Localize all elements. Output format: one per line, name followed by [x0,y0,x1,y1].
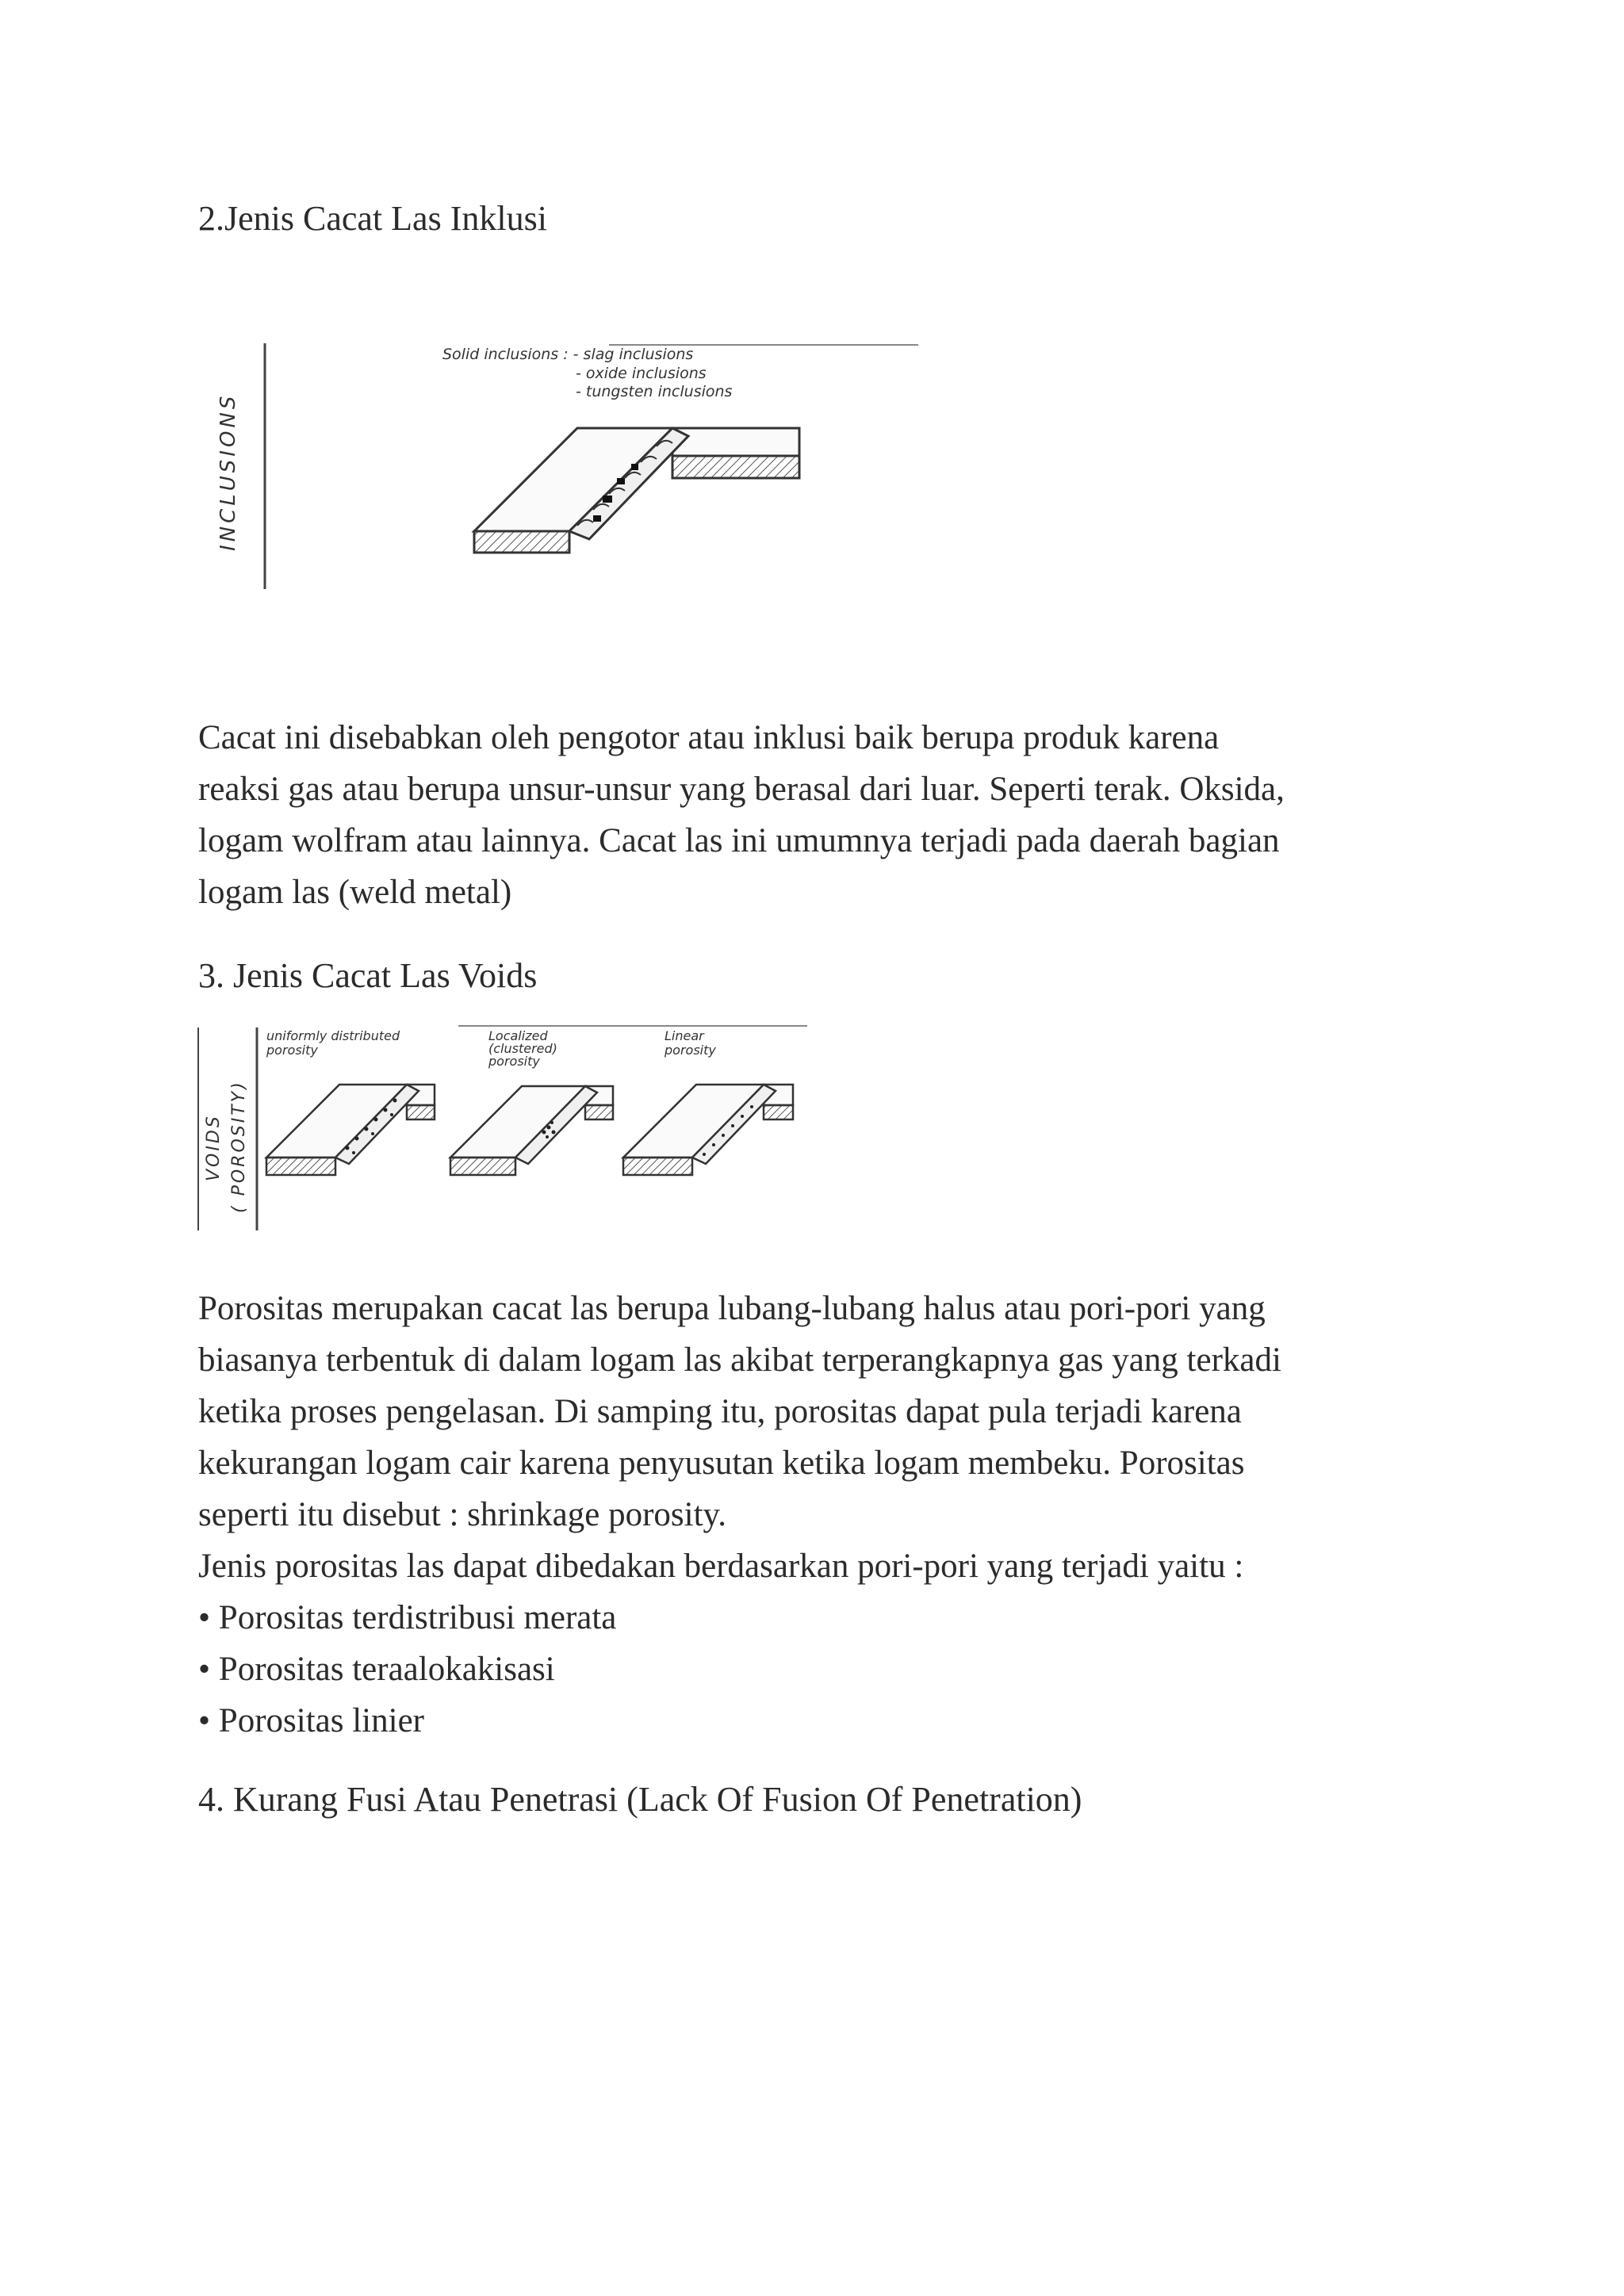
paragraph-line: biasanya terbentuk di dalam logam las akibat terperangkapnya gas yang terkadi [198,1341,1281,1379]
list-item: • Porositas linier [198,1702,424,1739]
paragraph-line: reaksi gas atau berupa unsur-unsur yang berasal dari luar. Seperti terak. Oksida, [198,771,1285,808]
panel-label-localized-2: (clustered) [488,1041,557,1056]
paragraph-line: ketika proses pengelasan. Di samping itu, porositas dapat pula terjadi karena [198,1393,1242,1430]
paragraph-line: Jenis porositas las dapat dibedakan berdasarkan pori-pori yang terjadi yaitu : [198,1548,1244,1585]
paragraph-inklusi [198,712,1435,918]
paragraph-line: logam las (weld metal) [198,874,512,911]
paragraph-line: Porositas merupakan cacat las berupa lubang-lubang halus atau pori-pori yang [198,1290,1266,1327]
panel-label-localized-3: porosity [488,1054,540,1069]
section-heading-fusi: 4. Kurang Fusi Atau Penetrasi (Lack Of Fusion Of Penetration) [198,1780,1082,1819]
voids-figure [197,1023,815,1237]
paragraph-line: logam wolfram atau lainnya. Cacat las ini umumnya terjadi pada daerah bagian [198,822,1280,859]
panel-label-uniform-2: porosity [266,1043,318,1058]
list-item: • Porositas terdistribusi merata [198,1599,617,1636]
paragraph-line: Cacat ini disebabkan oleh pengotor atau inklusi baik berupa produk karena [198,719,1220,756]
inclusions-figure [197,337,926,599]
panel-label-uniform-1: uniformly distributed [266,1028,400,1043]
voids-side-label: VOIDS [204,1114,224,1181]
porosity-type-list [198,1592,616,1747]
panel-label-localized-1: Localized [488,1028,548,1043]
list-item: • Porositas teraalokakisasi [198,1651,555,1688]
localized-porosity-drawing [450,1086,613,1175]
porosity-side-label: ( POROSITY) [229,1080,249,1213]
inclusions-caption-line-3: - tungsten inclusions [576,383,733,400]
section-heading-voids: 3. Jenis Cacat Las Voids [198,956,538,995]
inclusions-caption-line-1: Solid inclusions : - slag inclusions [442,346,694,363]
panel-label-linear-1: Linear [665,1028,704,1043]
paragraph-voids [198,1283,1435,1592]
linear-porosity-drawing [623,1085,793,1175]
panel-label-linear-2: porosity [665,1043,716,1058]
paragraph-line: seperti itu disebut : shrinkage porosity. [198,1496,726,1533]
uniform-porosity-drawing [266,1085,435,1175]
section-heading-inklusi: 2.Jenis Cacat Las Inklusi [198,199,547,238]
paragraph-line: kekurangan logam cair karena penyusutan ketika logam membeku. Porositas [198,1445,1245,1482]
weld-plate-drawing [474,428,799,553]
inclusions-side-label: INCLUSIONS [216,392,240,551]
inclusions-caption-line-2: - oxide inclusions [576,365,707,382]
